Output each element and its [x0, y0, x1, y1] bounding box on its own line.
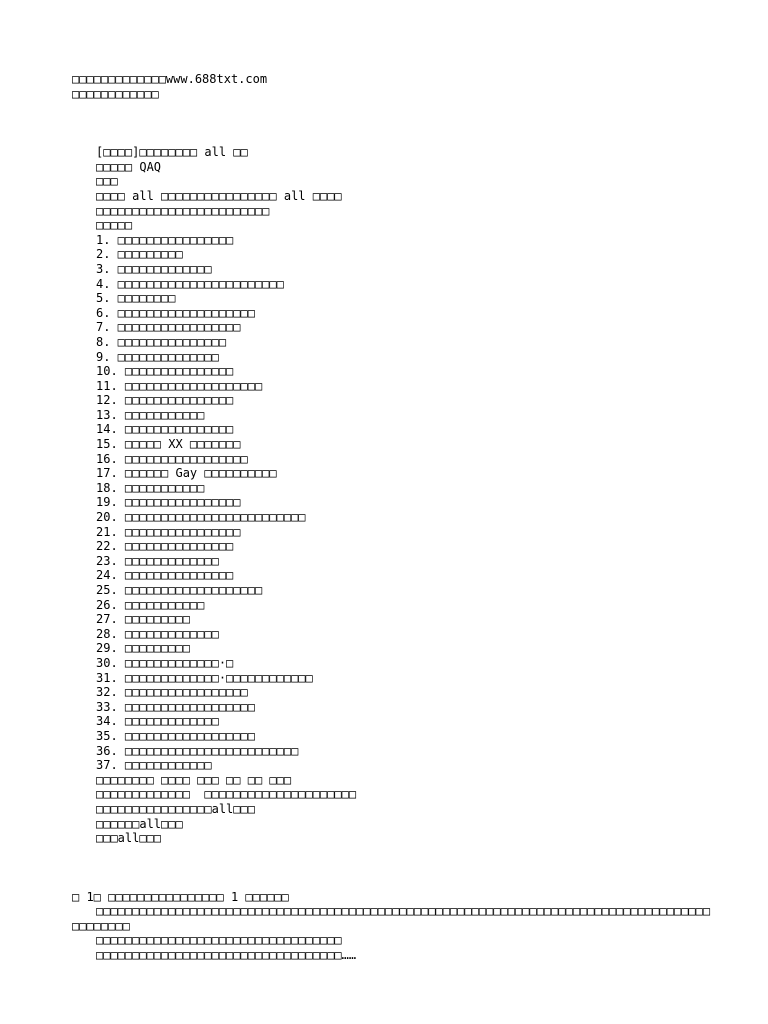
list-item: 9. □□□□□□□□□□□□□□: [96, 349, 219, 364]
list-item: 32. □□□□□□□□□□□□□□□□□: [96, 685, 248, 700]
intro-line: □□□□□□□□□□□□□□□□□□□□□□□□: [96, 203, 270, 218]
list-item: 34. □□□□□□□□□□□□□: [96, 714, 219, 729]
chapter-paragraph: □□□□□□□□□□□□□□□□□□□□□□□□□□□□□□□□□□……: [96, 948, 357, 963]
spacer: [72, 101, 712, 145]
list-item: 8. □□□□□□□□□□□□□□□: [96, 334, 227, 349]
list-item: 2. □□□□□□□□□: [96, 247, 183, 262]
list-item: 18. □□□□□□□□□□□: [96, 480, 205, 495]
list-item: 14. □□□□□□□□□□□□□□□: [96, 422, 234, 437]
document-page: [72, 72, 712, 963]
list-item: 5. □□□□□□□□: [96, 291, 176, 306]
chapter-paragraph: □□□□□□□□□□□□□□□□□□□□□□□□□□□□□□□□□□: [96, 933, 342, 948]
list-item: 35. □□□□□□□□□□□□□□□□□□: [96, 728, 255, 743]
outro-line: □□□all□□□: [96, 831, 162, 846]
list-item: 20. □□□□□□□□□□□□□□□□□□□□□□□□□: [96, 510, 306, 525]
list-item: 23. □□□□□□□□□□□□□: [96, 553, 219, 568]
list-item: 31. □□□□□□□□□□□□□·□□□□□□□□□□□□: [96, 670, 313, 685]
chapter-title: □ 1□ □□□□□□□□□□□□□□□□ 1 □□□□□□: [72, 889, 289, 904]
list-item: 28. □□□□□□□□□□□□□: [96, 626, 219, 641]
spacer: [72, 846, 712, 890]
intro-line: [□□□□]□□□□□□□□ all □□: [96, 145, 248, 160]
list-item: 26. □□□□□□□□□□□: [96, 597, 205, 612]
list-item: 12. □□□□□□□□□□□□□□□: [96, 393, 234, 408]
outro-block: [72, 773, 712, 846]
list-item: 4. □□□□□□□□□□□□□□□□□□□□□□□: [96, 276, 284, 291]
list-item: 15. □□□□□ XX □□□□□□□: [96, 437, 241, 452]
intro-line: □□□□□: [96, 218, 133, 233]
list-item: 22. □□□□□□□□□□□□□□□: [96, 539, 234, 554]
list-item: 29. □□□□□□□□□: [96, 641, 190, 656]
outro-line: □□□□□□all□□□: [96, 816, 183, 831]
paragraph-text: □□□□□□□□□□□□□□□□□□□□□□□□□□□□□□□□□□□□□□□□□□□□□□□□□□□□□□□□□□□□□□□□□□□□□□□□□□□□□□□□□□□□□□□□□□□□□: [72, 904, 711, 933]
site-subheader-line: □□□□□□□□□□□□: [72, 86, 159, 101]
list-item: 36. □□□□□□□□□□□□□□□□□□□□□□□□: [96, 743, 299, 758]
intro-line: □□□: [96, 174, 118, 189]
intro-line: □□□□ all □□□□□□□□□□□□□□□□ all □□□□: [96, 188, 342, 203]
list-item: 17. □□□□□□ Gay □□□□□□□□□□: [96, 466, 277, 481]
list-item: 6. □□□□□□□□□□□□□□□□□□□: [96, 305, 255, 320]
numbered-list: [72, 233, 712, 773]
list-item: 3. □□□□□□□□□□□□□: [96, 261, 212, 276]
list-item: 33. □□□□□□□□□□□□□□□□□□: [96, 699, 255, 714]
list-item: 1. □□□□□□□□□□□□□□□□: [96, 232, 234, 247]
intro-block: [72, 145, 712, 233]
outro-line: □□□□□□□□□□□□□ □□□□□□□□□□□□□□□□□□□□□: [96, 787, 357, 802]
intro-line: □□□□□ QAQ: [96, 159, 162, 174]
chapter-section: [72, 890, 712, 963]
list-item: 11. □□□□□□□□□□□□□□□□□□□: [96, 378, 263, 393]
list-item: 13. □□□□□□□□□□□: [96, 407, 205, 422]
list-item: 37. □□□□□□□□□□□□: [96, 758, 212, 773]
list-item: 21. □□□□□□□□□□□□□□□□: [96, 524, 241, 539]
outro-line: □□□□□□□□ □□□□ □□□ □□ □□ □□□: [96, 772, 292, 787]
list-item: 10. □□□□□□□□□□□□□□□: [96, 364, 234, 379]
outro-line: □□□□□□□□□□□□□□□□all□□□: [96, 801, 255, 816]
list-item: 16. □□□□□□□□□□□□□□□□□: [96, 451, 248, 466]
list-item: 24. □□□□□□□□□□□□□□□: [96, 568, 234, 583]
list-item: 30. □□□□□□□□□□□□□·□: [96, 655, 234, 670]
list-item: 27. □□□□□□□□□: [96, 612, 190, 627]
list-item: 25. □□□□□□□□□□□□□□□□□□□: [96, 583, 263, 597]
chapter-paragraph: [72, 904, 712, 933]
list-item: 19. □□□□□□□□□□□□□□□□: [96, 495, 241, 510]
site-header-line: □□□□□□□□□□□□□www.688txt.com: [72, 72, 268, 86]
list-item: 7. □□□□□□□□□□□□□□□□□: [96, 320, 241, 335]
